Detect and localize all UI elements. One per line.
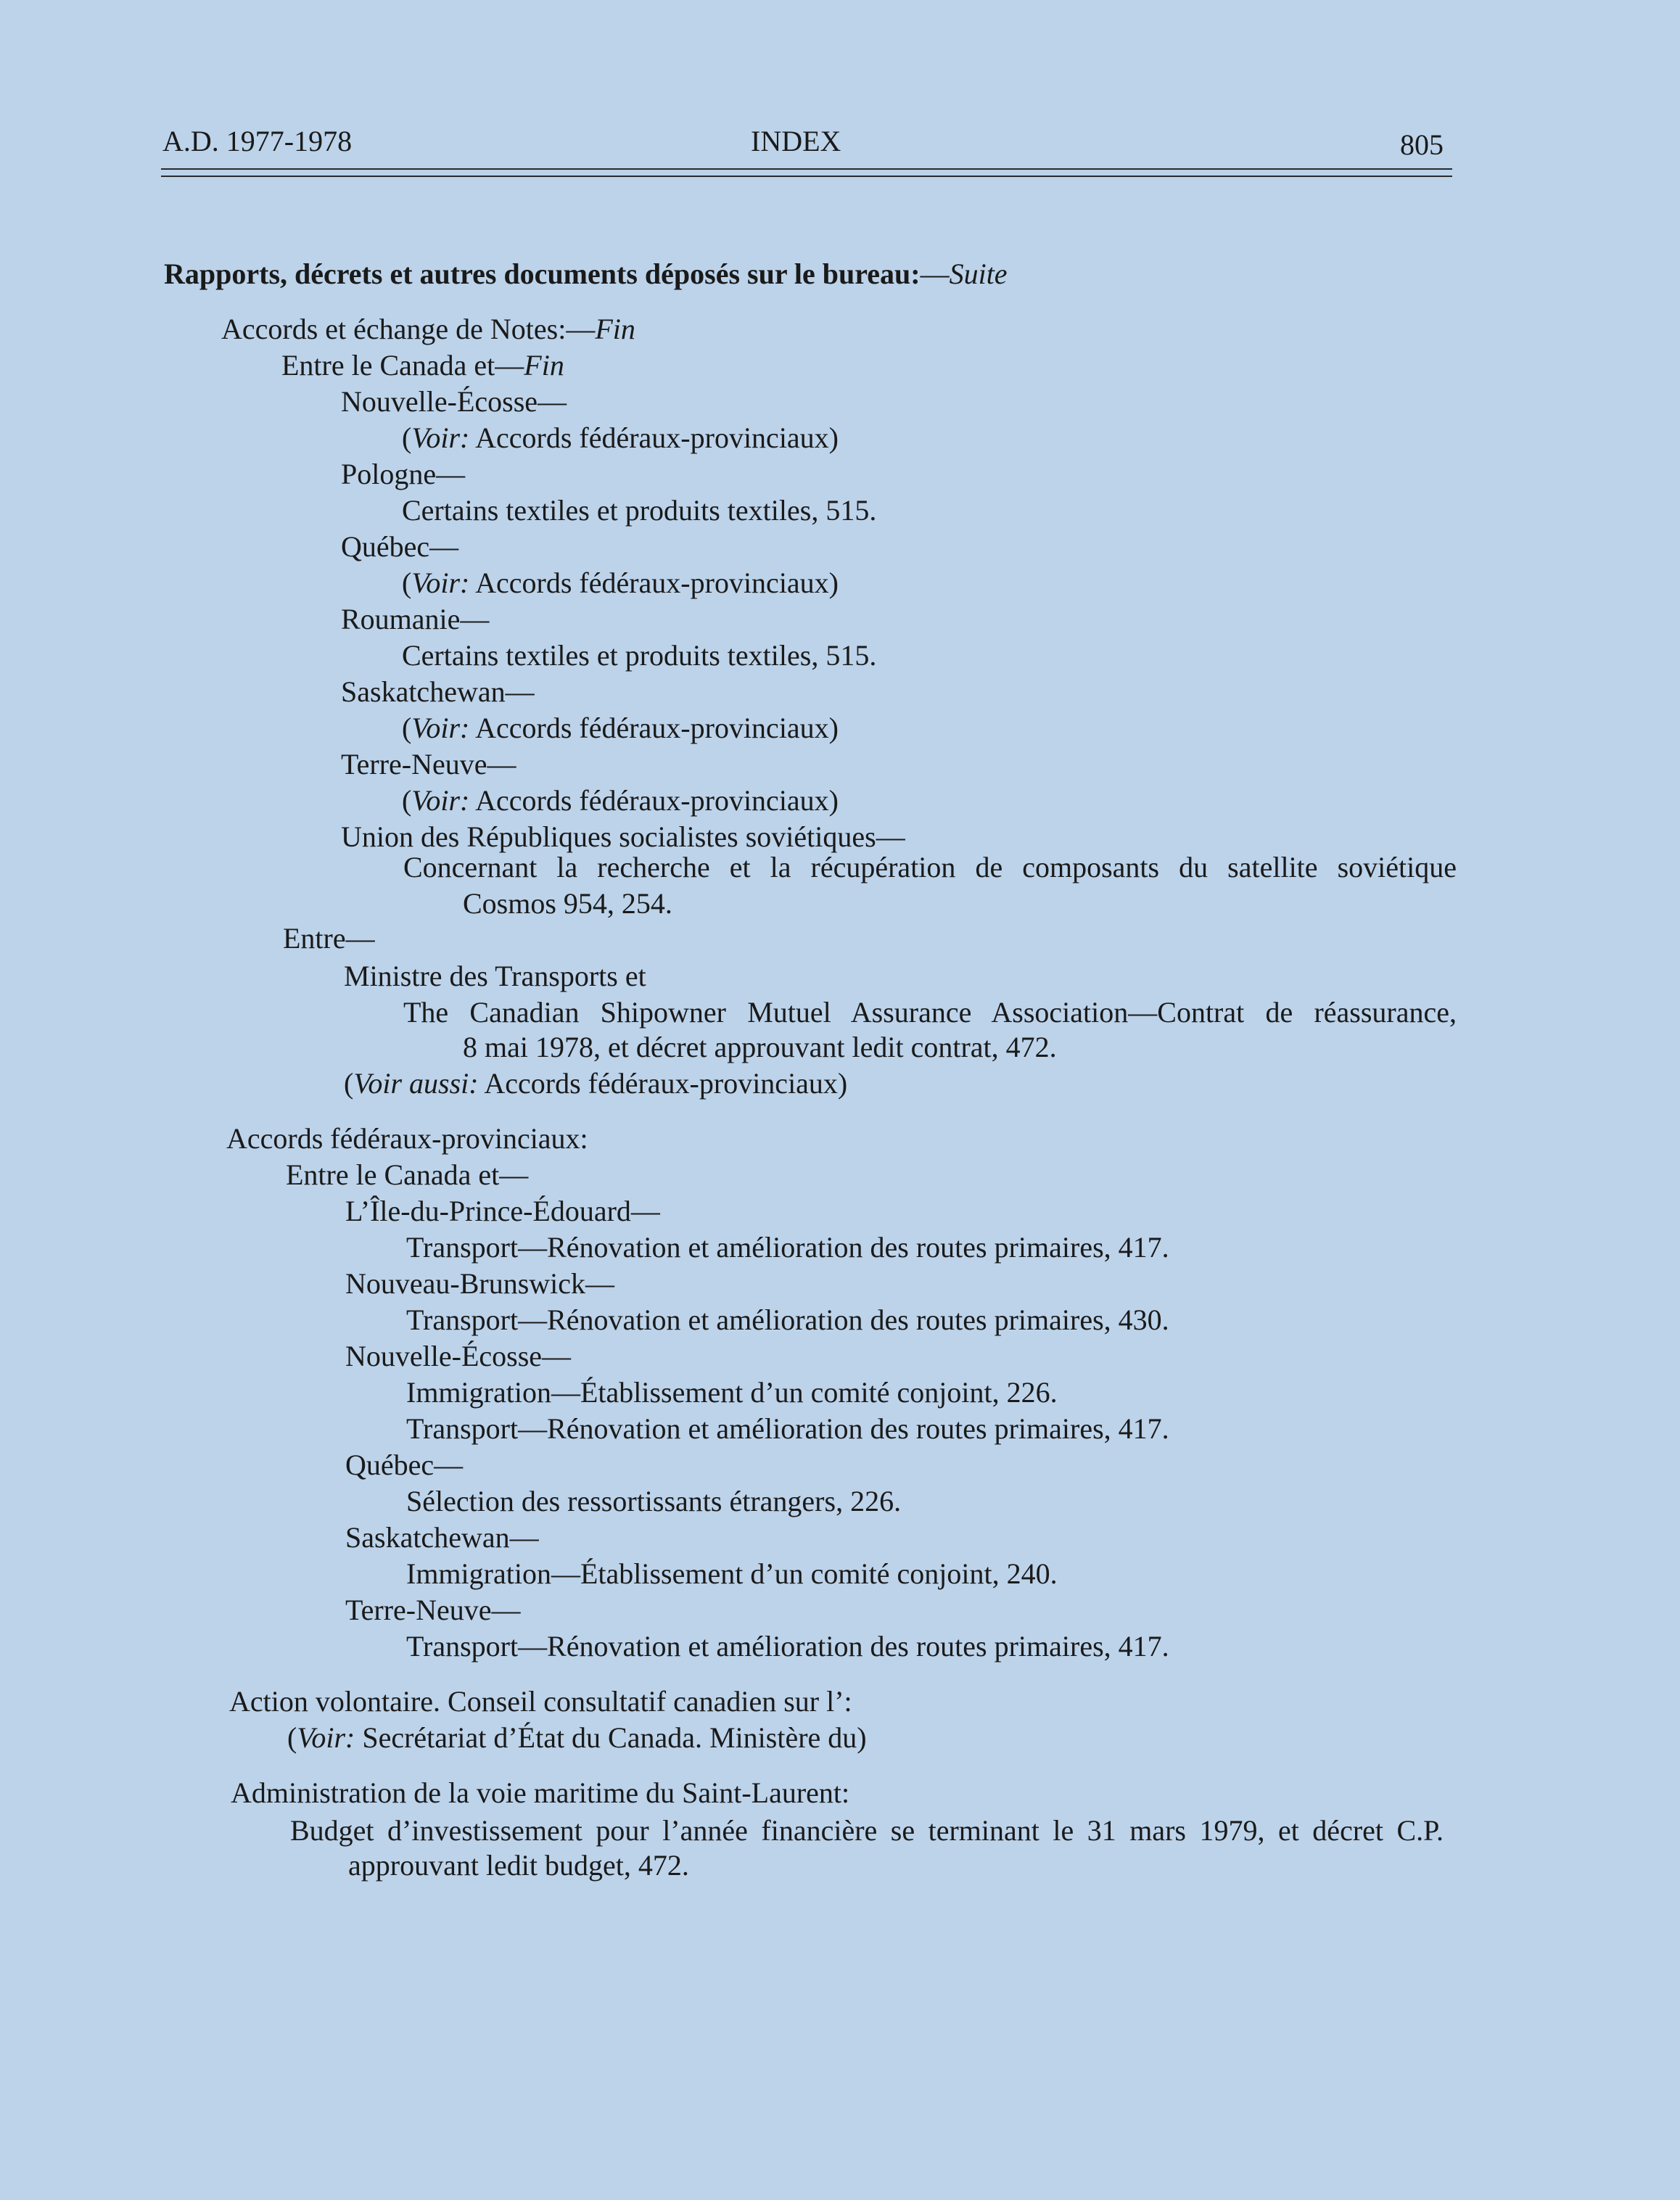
cross-reference: (Voir: Accords fédéraux-provinciaux) xyxy=(402,784,839,817)
cross-reference: (Voir: Accords fédéraux-provinciaux) xyxy=(402,712,839,744)
index-entry: Nouvelle-Écosse— xyxy=(341,385,567,418)
index-entry: Terre-Neuve— xyxy=(341,748,516,780)
index-entry: Transport—Rénovation et amélioration des routes primaires, 417. xyxy=(406,1630,1169,1663)
index-entry: Accords et échange de Notes:—Fin xyxy=(221,313,635,345)
index-entry-continuation: 8 mai 1978, et décret approuvant ledit contrat, 472. xyxy=(463,1031,1057,1063)
cross-reference: (Voir: Secrétariat d’État du Canada. Ministère du) xyxy=(287,1721,867,1754)
header-rule-bottom xyxy=(161,176,1452,177)
index-entry: Transport—Rénovation et amélioration des routes primaires, 430. xyxy=(406,1303,1169,1336)
index-heading: Administration de la voie maritime du Saint-Laurent: xyxy=(231,1776,850,1809)
cross-reference: (Voir: Accords fédéraux-provinciaux) xyxy=(402,567,839,599)
index-entry: Québec— xyxy=(345,1449,464,1481)
index-entry: Entre— xyxy=(283,922,375,955)
index-entry: Terre-Neuve— xyxy=(345,1594,521,1626)
index-entry: The Canadian Shipowner Mutuel Assurance Association—Contrat de réassurance, xyxy=(403,996,1457,1029)
index-entry: Québec— xyxy=(341,530,459,563)
index-entry: Entre le Canada et— xyxy=(286,1158,529,1191)
index-entry-continuation: Cosmos 954, 254. xyxy=(463,887,672,920)
index-entry: Certains textiles et produits textiles, 515. xyxy=(402,639,877,672)
index-entry: Transport—Rénovation et amélioration des routes primaires, 417. xyxy=(406,1412,1169,1445)
index-entry: Pologne— xyxy=(341,458,466,490)
section-title: Rapports, décrets et autres documents déposés sur le bureau:—Suite xyxy=(164,258,1008,290)
header-years: A.D. 1977-1978 xyxy=(162,125,353,157)
index-entry: Saskatchewan— xyxy=(341,675,535,708)
index-entry-continuation: approuvant ledit budget, 472. xyxy=(348,1849,689,1882)
index-entry: Entre le Canada et—Fin xyxy=(281,349,564,382)
index-entry: Transport—Rénovation et amélioration des routes primaires, 417. xyxy=(406,1231,1169,1264)
header-page-number: 805 xyxy=(1400,128,1444,161)
index-entry: Sélection des ressortissants étrangers, 226. xyxy=(406,1485,902,1517)
index-entry: Saskatchewan— xyxy=(345,1521,539,1554)
cross-reference: (Voir: Accords fédéraux-provinciaux) xyxy=(402,421,839,454)
index-entry: Union des Républiques socialistes soviétiques— xyxy=(341,820,905,853)
index-entry: Certains textiles et produits textiles, 515. xyxy=(402,494,877,527)
header-rule-top xyxy=(161,168,1452,170)
index-entry: Ministre des Transports et xyxy=(344,960,646,992)
index-entry: Concernant la recherche et la récupération de composants du satellite soviétique xyxy=(403,851,1457,883)
index-heading: Action volontaire. Conseil consultatif canadien sur l’: xyxy=(229,1685,852,1718)
index-entry: Nouvelle-Écosse— xyxy=(345,1340,572,1372)
header-title: INDEX xyxy=(751,125,841,157)
index-entry: Immigration—Établissement d’un comité conjoint, 226. xyxy=(406,1376,1058,1409)
index-entry: Budget d’investissement pour l’année financière se terminant le 31 mars 1979, et décret C.P. xyxy=(290,1814,1444,1847)
index-entry: Nouveau-Brunswick— xyxy=(345,1267,615,1300)
cross-reference: (Voir aussi: Accords fédéraux-provinciaux) xyxy=(344,1067,848,1100)
index-entry: L’Île-du-Prince-Édouard— xyxy=(345,1195,660,1227)
index-entry: Roumanie— xyxy=(341,603,490,635)
index-heading: Accords fédéraux-provinciaux: xyxy=(226,1122,588,1155)
index-entry: Immigration—Établissement d’un comité conjoint, 240. xyxy=(406,1557,1058,1590)
